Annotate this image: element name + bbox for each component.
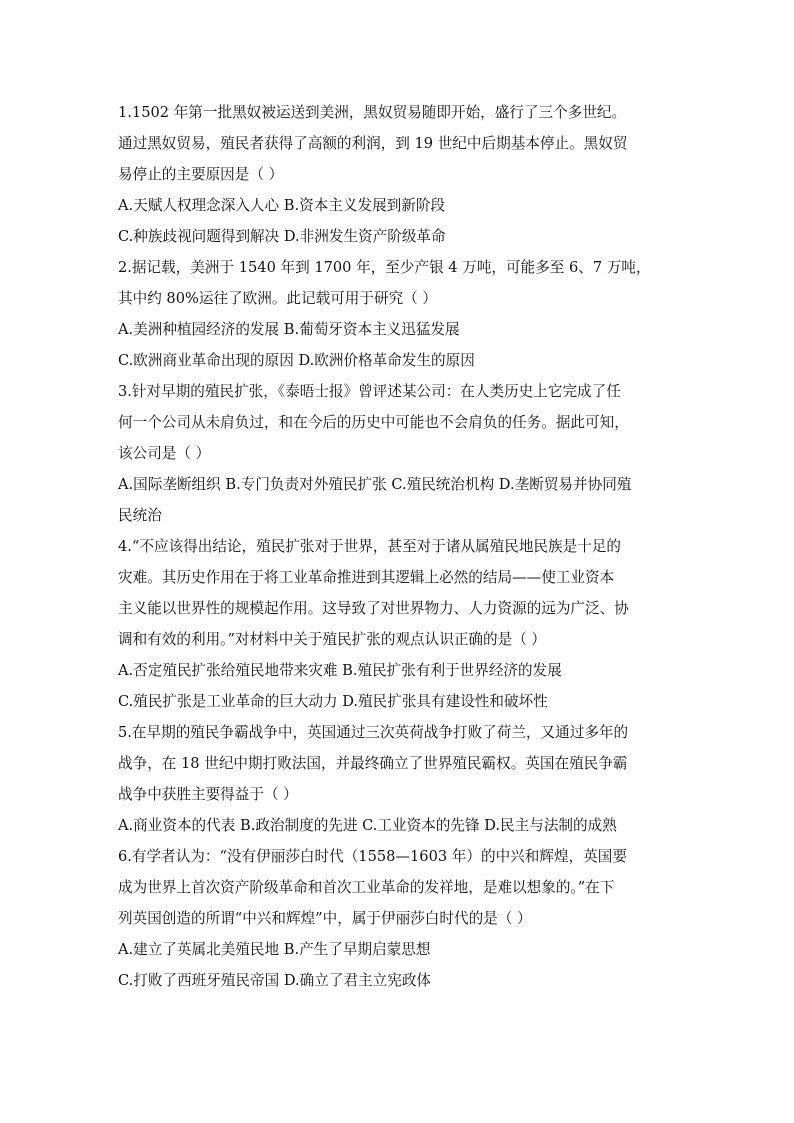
question-6	[118, 841, 678, 996]
question-3-stem-line-2: 何一个公司从未肩负过，和在今后的历史中可能也不会肩负的任务。据此可知，	[118, 414, 629, 431]
question-1-stem-line-1: 1.1502 年第一批黑奴被运送到美洲，黑奴贸易随即开始，盛行了三个多世纪。	[118, 104, 627, 121]
question-4-stem-line-1: 4.“不应该得出结论，殖民扩张对于世界，甚至对于诸从属殖民地民族是十足的	[118, 538, 621, 555]
question-1	[118, 97, 678, 252]
question-4-options-line-2: C.殖民扩张是工业革命的巨大动力 D.殖民扩张具有建设性和破坏性	[118, 693, 548, 710]
question-2	[118, 252, 678, 376]
question-1-stem-line-2: 通过黑奴贸易，殖民者获得了高额的利润，到 19 世纪中后期基本停止。黑奴贸	[118, 135, 628, 152]
question-3-stem-line-1: 3.针对早期的殖民扩张，《泰晤士报》曾评述某公司：在人类历史上它完成了任	[118, 383, 621, 400]
question-1-options-line-1: A.天赋人权理念深入人心 B.资本主义发展到新阶段	[118, 197, 446, 214]
question-5-stem-line-1: 5.在早期的殖民争霸战争中，英国通过三次英荷战争打败了荷兰，又通过多年的	[118, 724, 629, 741]
question-6-options-line-2: C.打败了西班牙殖民帝国 D.确立了君主立宪政体	[118, 972, 432, 989]
question-3	[118, 376, 678, 531]
question-6-options-line-1: A.建立了英属北美殖民地 B.产生了早期启蒙思想	[118, 941, 431, 958]
question-6-stem-line-2: 成为世界上首次资产阶级革命和首次工业革命的发祥地，是难以想象的。”在下	[118, 879, 615, 896]
question-5	[118, 717, 678, 841]
question-4-stem-line-2: 灾难。其历史作用在于将工业革命推进到其逻辑上必然的结局——使工业资本	[118, 569, 615, 586]
question-1-options-line-2: C.种族歧视问题得到解决 D.非洲发生资产阶级革命	[118, 228, 446, 245]
question-4	[118, 531, 678, 717]
question-5-stem-line-2: 战争，在 18 世纪中期打败法国，并最终确立了世界殖民霸权。英国在殖民争霸	[118, 755, 628, 772]
question-2-options-line-2: C.欧洲商业革命出现的原因 D.欧洲价格革命发生的原因	[118, 352, 475, 369]
question-4-options-line-1: A.否定殖民扩张给殖民地带来灾难 B.殖民扩张有利于世界经济的发展	[118, 662, 562, 679]
question-4-stem-line-3: 主义能以世界性的规模起作用。这导致了对世界物力、人力资源的远为广泛、协	[118, 600, 629, 617]
question-1-stem-line-3: 易停止的主要原因是（ ）	[118, 166, 284, 183]
question-3-options-line-2: 民统治	[118, 507, 162, 524]
question-3-stem-line-3: 该公司是（ ）	[118, 445, 211, 462]
question-4-stem-line-4: 调和有效的利用。”对材料中关于殖民扩张的观点认识正确的是（ ）	[118, 631, 547, 648]
question-6-stem-line-1: 6.有学者认为：“没有伊丽莎白时代（1558—1603 年）的中兴和辉煌，英国要	[118, 848, 627, 865]
question-2-options-line-1: A.美洲种植园经济的发展 B.葡萄牙资本主义迅猛发展	[118, 321, 460, 338]
question-6-stem-line-3: 列英国创造的所谓“中兴和辉煌”中，属于伊丽莎白时代的是（ ）	[118, 910, 532, 927]
question-5-options-line-1: A.商业资本的代表 B.政治制度的先进 C.工业资本的先锋 D.民主与法制的成熟	[118, 817, 617, 834]
question-2-stem-line-1: 2.据记载，美洲于 1540 年到 1700 年，至少产银 4 万吨，可能多至 6、7 万吨，	[118, 259, 651, 276]
question-2-stem-line-2: 其中约 80%运往了欧洲。此记载可用于研究（ ）	[118, 290, 437, 307]
document-page	[118, 97, 678, 996]
question-3-options-line-1: A.国际垄断组织 B.专门负责对外殖民扩张 C.殖民统治机构 D.垄断贸易并协同殖	[118, 476, 632, 493]
question-5-stem-line-3: 战争中获胜主要得益于（ ）	[118, 786, 298, 803]
